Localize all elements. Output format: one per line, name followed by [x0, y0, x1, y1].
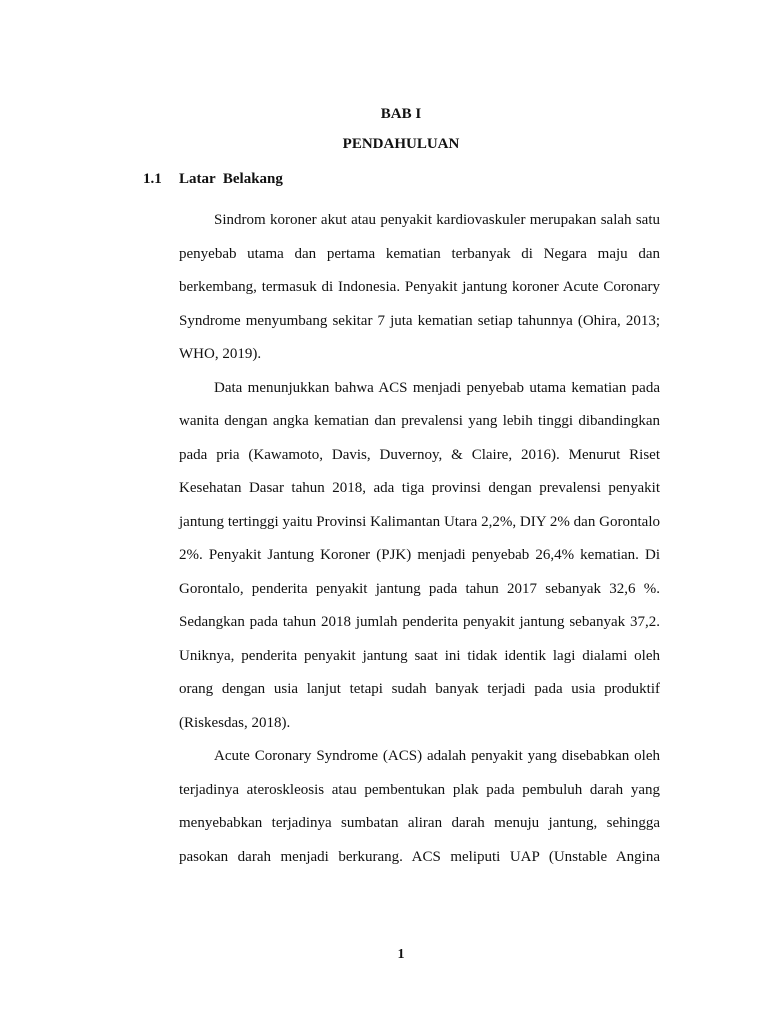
section-heading [143, 171, 283, 188]
paragraph: Data menunjukkan bahwa ACS menjadi penyebab utama kematian pada wanita dengan angka kematian dan prevalensi yang lebih tinggi dibandingkan pada pria (Kawamoto, Davis, Duvernoy, & Claire, 2016). Menurut Riset Kesehatan Dasar tahun 2018, ada tiga provinsi dengan prevalensi penyakit jantung tertinggi yaitu Provinsi Kalimantan Utara 2,2%, DIY 2% dan Gorontalo 2%. Penyakit Jantung Koroner (PJK) menjadi penyebab 26,4% kematian. Di Gorontalo, penderita penyakit jantung pada tahun 2017 sebanyak 32,6 %. Sedangkan pada tahun 2018 jumlah penderita penyakit jantung sebanyak 37,2. Uniknya, penderita penyakit jantung saat ini tidak identik lagi dialami oleh orang dengan usia lanjut tetapi sudah banyak terjadi pada usia produktif (Riskesdas, 2018). [179, 379, 660, 731]
page-number: 1 [397, 947, 405, 962]
body-text [179, 204, 660, 874]
chapter-title: PENDAHULUAN [342, 136, 460, 152]
paragraph: Sindrom koroner akut atau penyakit kardiovaskuler merupakan salah satu penyebab utama dan pertama kematian terbanyak di Negara maju dan berkembang, termasuk di Indonesia. Penyakit jantung koroner Acute Coronary Syndrome menyumbang sekitar 7 juta kematian setiap tahunnya (Ohira, 2013; WHO, 2019). [179, 212, 660, 362]
section-number: 1.1 [143, 171, 162, 187]
paragraph: Acute Coronary Syndrome (ACS) adalah penyakit yang disebabkan oleh terjadinya ateroskleosis atau pembentukan plak pada pembuluh darah yang menyebabkan terjadinya sumbatan aliran darah menuju jantung, sehingga pasokan darah menjadi berkurang. ACS meliputi UAP (Unstable Angina [179, 748, 660, 865]
chapter-label: BAB I [380, 106, 422, 122]
section-title: Latar Belakang [179, 171, 283, 187]
